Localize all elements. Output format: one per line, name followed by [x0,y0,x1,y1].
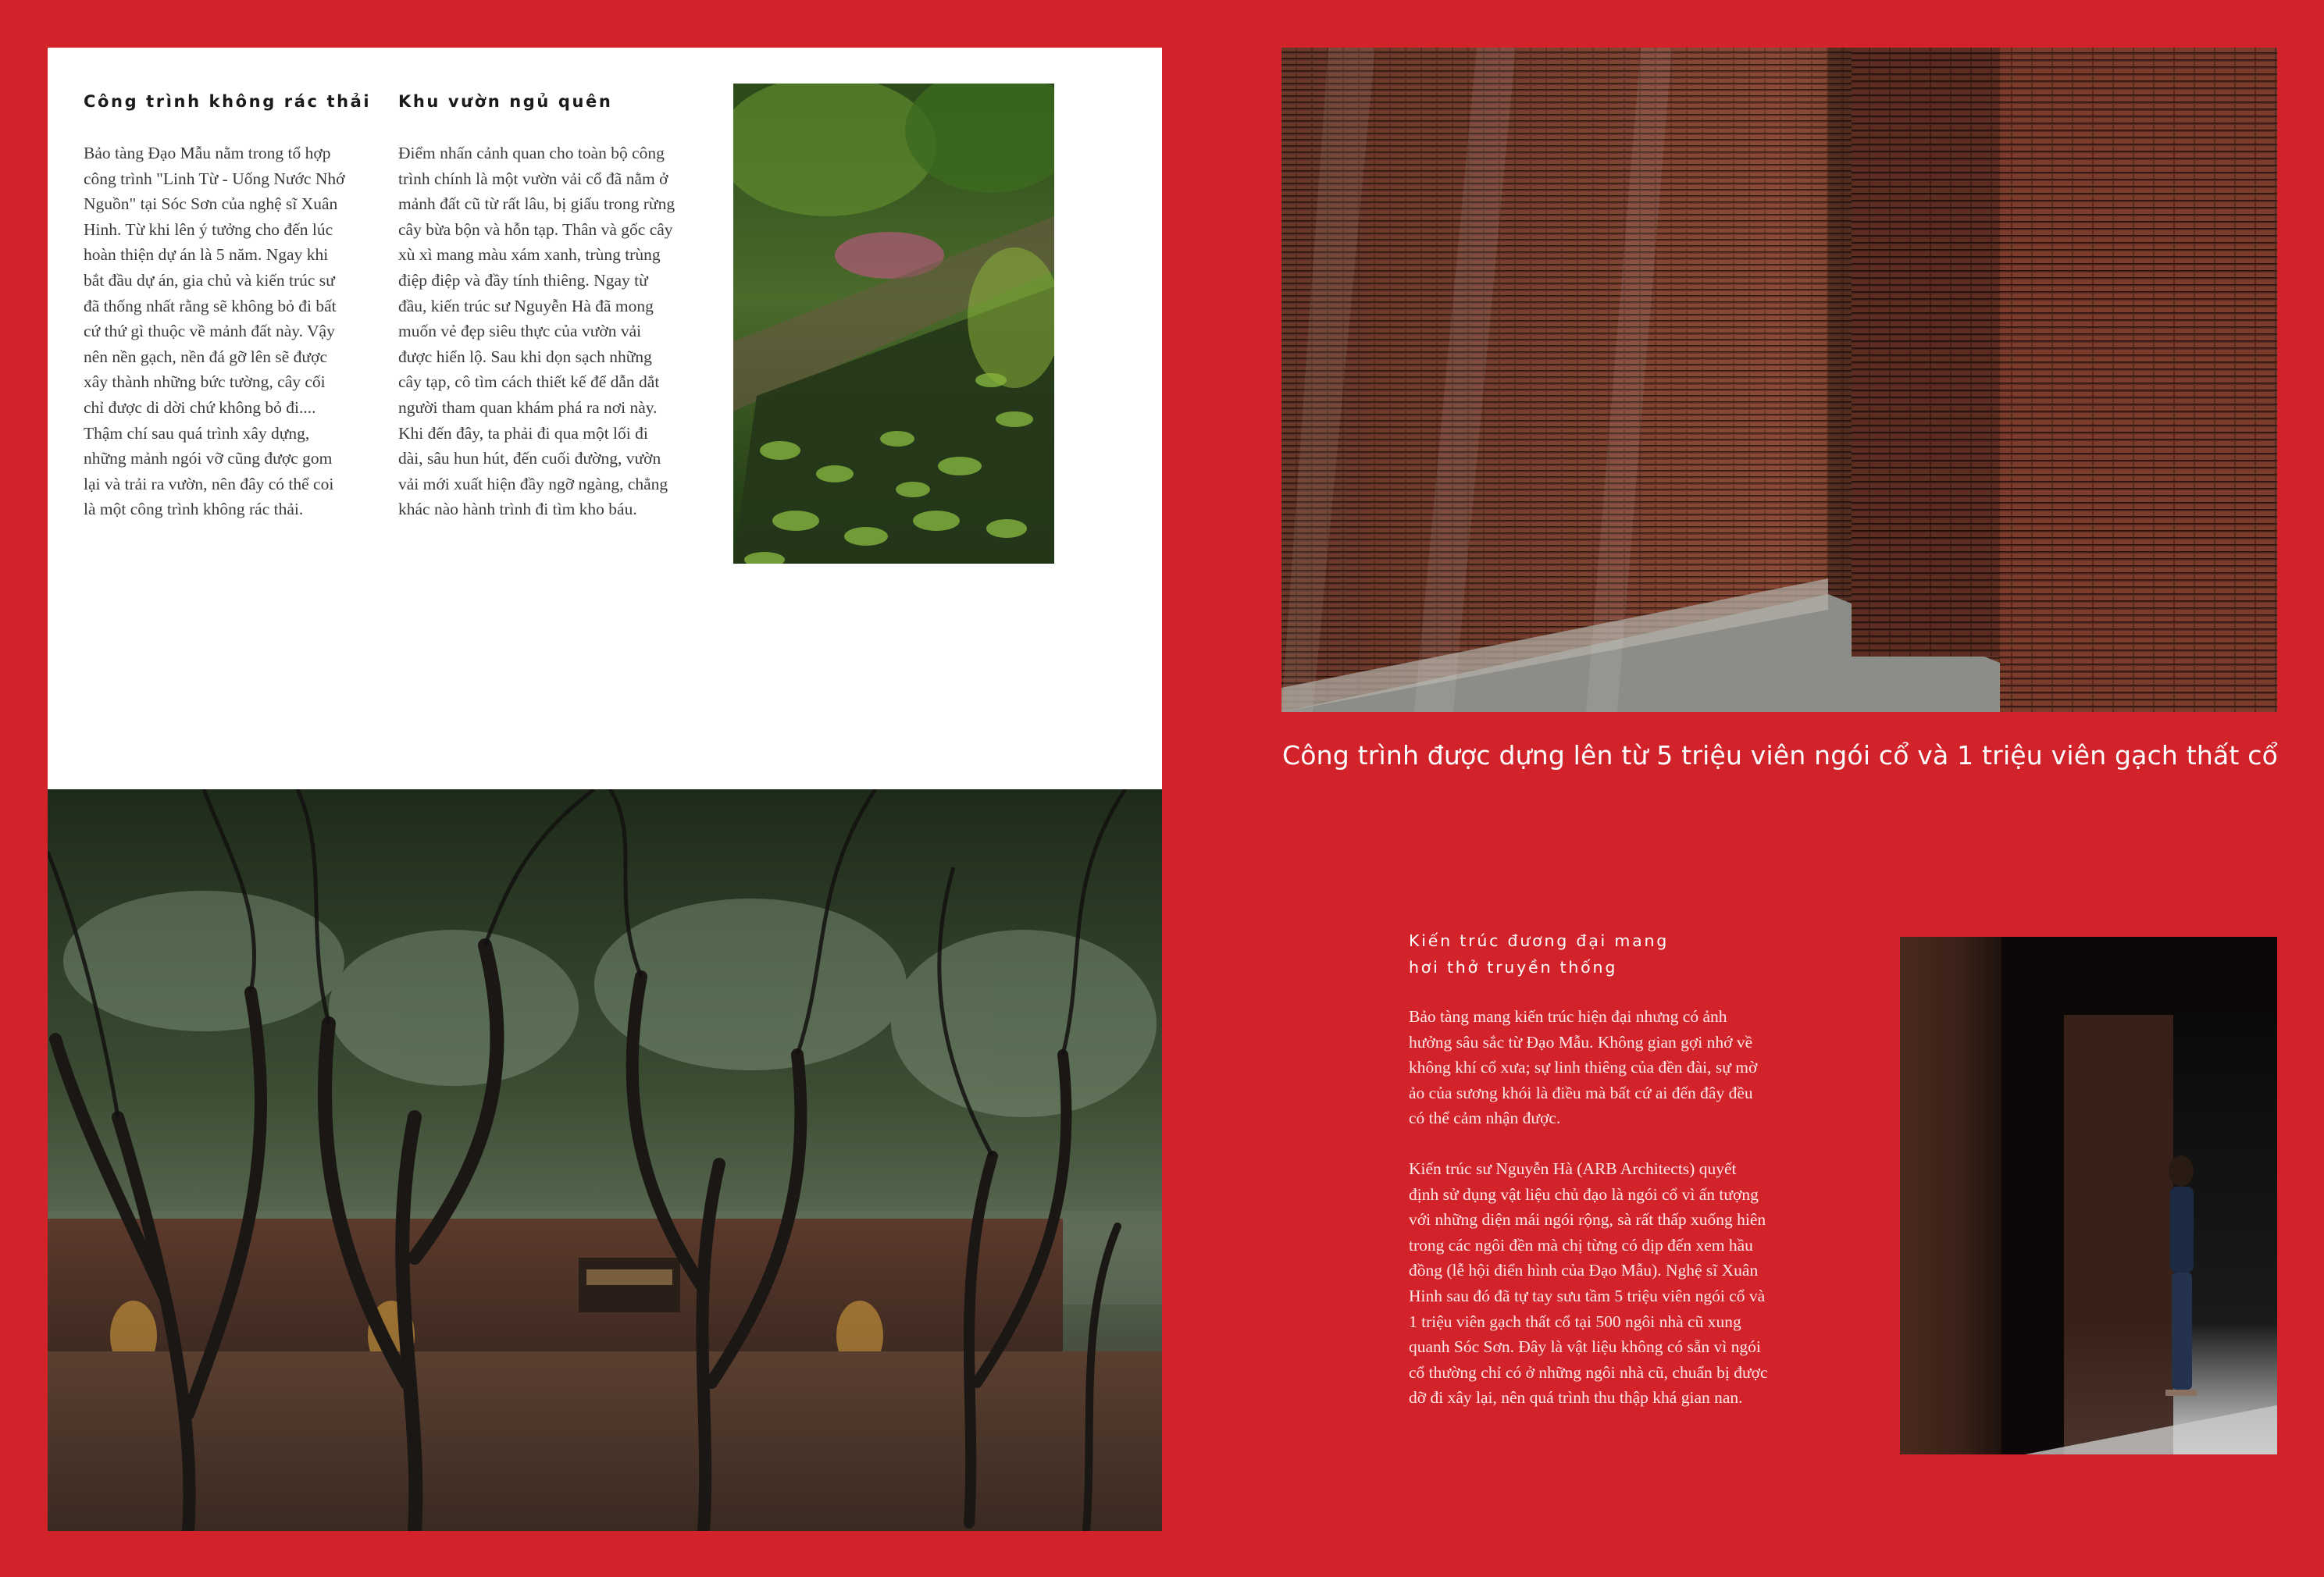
section-heading-line1: Kiến trúc đương đại mang [1409,931,1670,950]
section-heading [1409,927,1784,981]
column1-heading: Công trình không rác thải [84,92,372,111]
column2-heading: Khu vườn ngủ quên [398,92,613,111]
tile-wall-photo [1281,48,2277,712]
lychee-garden-photo [48,789,1162,1531]
doorway-woman-photo [1900,937,2277,1454]
section-paragraph-2: Kiến trúc sư Nguyễn Hà (ARB Architects) quyết định sử dụng vật liệu chủ đạo là ngói cổ vì ấn tượng với những diện mái ngói rộng, sà rất thấp xuống hiên trong các ngôi đền mà chị từng có dịp đến xem hầu đồng (lễ hội điển hình của Đạo Mẫu). Nghệ sĩ Xuân Hinh sau đó đã tự tay sưu tầm 5 triệu viên ngói cổ và 1 triệu viên gạch thất cổ tại 500 ngôi nhà cũ xung quanh Sóc Sơn. Đây là vật liệu không có sẵn vì ngói cổ thường chỉ có ở những ngôi nhà cũ, chuẩn bị được dỡ đi xây lại, nên quá trình thu thập khá gian nan. [1409,1159,1768,1408]
section-heading-line2: hơi thở truyền thống [1409,958,1618,977]
section-body [1409,1004,1768,1436]
section-paragraph-1: Bảo tàng mang kiến trúc hiện đại nhưng có ảnh hưởng sâu sắc từ Đạo Mẫu. Không gian gợi nhớ về không khí cổ xưa; sự linh thiêng của đền đài, sự mờ ảo của sương khói là điều mà bất cứ ai đến đây đều có thể cảm nhận được. [1409,1007,1758,1128]
column1-body: Bảo tàng Đạo Mẫu nằm trong tổ hợp công trình "Linh Từ - Uống Nước Nhớ Nguồn" tại Sóc Sơn của nghệ sĩ Xuân Hinh. Từ khi lên ý tưởng cho đến lúc hoàn thiện dự án là 5 năm. Ngay khi bắt đầu dự án, gia chủ và kiến trúc sư đã thống nhất rằng sẽ không bỏ đi bất cứ thứ gì thuộc về mảnh đất này. Vậy nên nền gạch, nền đá gỡ lên sẽ được xây thành những bức tường, cây cối chỉ được di dời chứ không bỏ đi.... Thậm chí sau quá trình xây dựng, những mảnh ngói vỡ cũng được gom lại và trải ra vườn, nên đây có thể coi là một công trình không rác thải. [84,144,345,519]
photo-caption: Công trình được dựng lên từ 5 triệu viên ngói cổ và 1 triệu viên gạch thất cổ [1282,740,2278,771]
column2-body: Điểm nhấn cảnh quan cho toàn bộ công trình chính là một vườn vải cổ đã nằm ở mảnh đất cũ từ rất lâu, bị giấu trong rừng cây bừa bộn và hỗn tạp. Thân và gốc cây xù xì mang màu xám xanh, trùng trùng điệp điệp và đầy tính thiêng. Ngay từ đầu, kiến trúc sư Nguyễn Hà đã mong muốn vẻ đẹp siêu thực của vườn vải được hiển lộ. Sau khi dọn sạch những cây tạp, cô tìm cách thiết kế để dẫn dắt người tham quan khám phá ra nơi này. Khi đến đây, ta phải đi qua một lối đi dài, sâu hun hút, đến cuối đường, vườn vải mới xuất hiện đầy ngỡ ngàng, chẳng khác nào hành trình đi tìm kho báu. [398,144,675,519]
garden-pond-photo [733,84,1054,564]
